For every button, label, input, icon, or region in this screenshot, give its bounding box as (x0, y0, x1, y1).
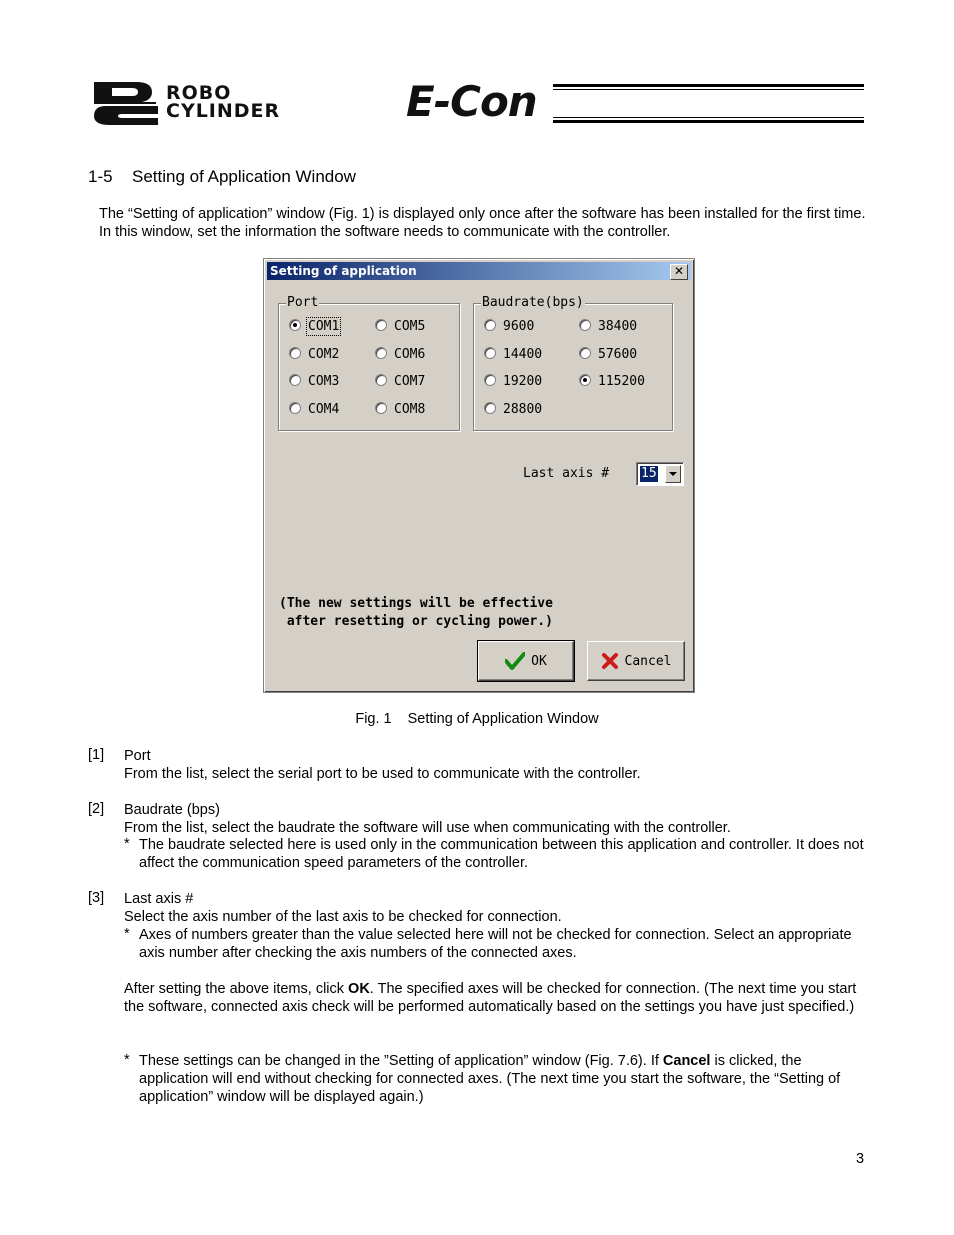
logo-line1: ROBO (166, 82, 232, 104)
note-asterisk: * (124, 836, 130, 852)
item-number: [2] (88, 801, 105, 817)
chevron-down-icon[interactable] (665, 465, 681, 483)
radio-selected-icon (289, 319, 301, 331)
radio-icon (484, 347, 496, 359)
baudrate-group-label: Baudrate(bps) (482, 295, 584, 310)
last-axis-label: Last axis # (523, 466, 610, 481)
radio-com3[interactable]: COM3 (289, 374, 339, 390)
note-asterisk: * (124, 926, 130, 942)
after-paragraph: After setting the above items, click OK. The specified axes will be checked for connection. (The next time you start the software, connected axis check will be performed automatically based on the settings you have just specified.) (124, 981, 857, 1015)
robo-cylinder-wordmark (166, 84, 280, 120)
port-groupbox (278, 295, 460, 431)
header-rule-top (553, 84, 864, 90)
radio-icon (375, 319, 387, 331)
radio-com1[interactable]: COM1 (289, 319, 339, 335)
radio-icon (375, 402, 387, 414)
section-number: 1-5 (88, 167, 113, 186)
final-note: These settings can be changed in the ”Setting of application” window (Fig. 7.6). If Cancel is clicked, the application will end without checking for connected axes. (The next time you start the software, the “Setting of application” window will be displayed again.) (139, 1053, 841, 1105)
cross-icon (601, 652, 619, 670)
item-last-axis (124, 890, 869, 926)
radio-icon (579, 347, 591, 359)
checkmark-icon (505, 652, 525, 670)
item-body: Select the axis number of the last axis to be checked for connection. (124, 909, 562, 925)
baudrate-groupbox (473, 295, 673, 431)
item-note: The baudrate selected here is used only in the communication between this application and controller. It does not affect the communication speed parameters of the controller. (139, 837, 864, 871)
radio-com8[interactable]: COM8 (375, 402, 425, 418)
radio-icon (579, 319, 591, 331)
radio-38400[interactable]: 38400 (579, 319, 637, 335)
robo-cylinder-logo-icon (92, 80, 160, 126)
item-baudrate (124, 801, 869, 837)
item-number: [1] (88, 747, 105, 763)
section-title (88, 167, 356, 187)
radio-icon (375, 347, 387, 359)
last-axis-select[interactable] (636, 462, 684, 486)
note-asterisk: * (124, 1052, 130, 1068)
radio-14400[interactable]: 14400 (484, 347, 542, 363)
cancel-button[interactable]: Cancel (587, 641, 685, 681)
econ-logo: E-Con (406, 77, 537, 126)
dialog-title: Setting of application (270, 264, 417, 278)
last-axis-value: 15 (641, 466, 657, 481)
item-number: [3] (88, 890, 105, 906)
item-title: Last axis # (124, 891, 194, 907)
radio-19200[interactable]: 19200 (484, 374, 542, 390)
radio-icon (289, 347, 301, 359)
figure-caption: Fig. 1 Setting of Application Window (355, 711, 599, 727)
radio-com5[interactable]: COM5 (375, 319, 425, 335)
radio-9600[interactable]: 9600 (484, 319, 534, 335)
item-note: Axes of numbers greater than the value selected here will not be checked for connection. Select an appropriate axis number after checking the axis numbers of the connected axes. (139, 927, 852, 961)
ok-button[interactable]: OK (478, 641, 574, 681)
item-body: From the list, select the serial port to be used to communicate with the controller. (124, 766, 641, 782)
item-port (124, 747, 869, 783)
radio-28800[interactable]: 28800 (484, 402, 542, 418)
page-number: 3 (856, 1151, 865, 1167)
setting-dialog (263, 258, 695, 693)
dialog-titlebar (267, 262, 691, 280)
radio-com7[interactable]: COM7 (375, 374, 425, 390)
radio-icon (484, 402, 496, 414)
radio-icon (289, 374, 301, 386)
item-title: Baudrate (bps) (124, 802, 220, 818)
radio-com4[interactable]: COM4 (289, 402, 339, 418)
radio-icon (375, 374, 387, 386)
item-title: Port (124, 748, 151, 764)
port-group-label: Port (287, 295, 319, 310)
radio-57600[interactable]: 57600 (579, 347, 637, 363)
section-title-text: Setting of Application Window (132, 167, 356, 186)
logo-line2: CYLINDER (166, 100, 281, 122)
radio-com2[interactable]: COM2 (289, 347, 339, 363)
radio-icon (289, 402, 301, 414)
close-icon[interactable]: ✕ (670, 264, 688, 280)
radio-icon (484, 319, 496, 331)
intro-paragraph: The “Setting of application” window (Fig. 1) is displayed only once after the software has been installed for the first time. In this window, set the information the software needs to communicate with the controller. (99, 206, 866, 240)
radio-selected-icon (579, 374, 591, 386)
header-rule-bottom (553, 117, 864, 123)
radio-icon (484, 374, 496, 386)
radio-115200[interactable]: 115200 (579, 374, 645, 390)
item-body: From the list, select the baudrate the software will use when communicating with the controller. (124, 820, 731, 836)
radio-com6[interactable]: COM6 (375, 347, 425, 363)
settings-note: (The new settings will be effective after resetting or cycling power.) (279, 596, 553, 629)
